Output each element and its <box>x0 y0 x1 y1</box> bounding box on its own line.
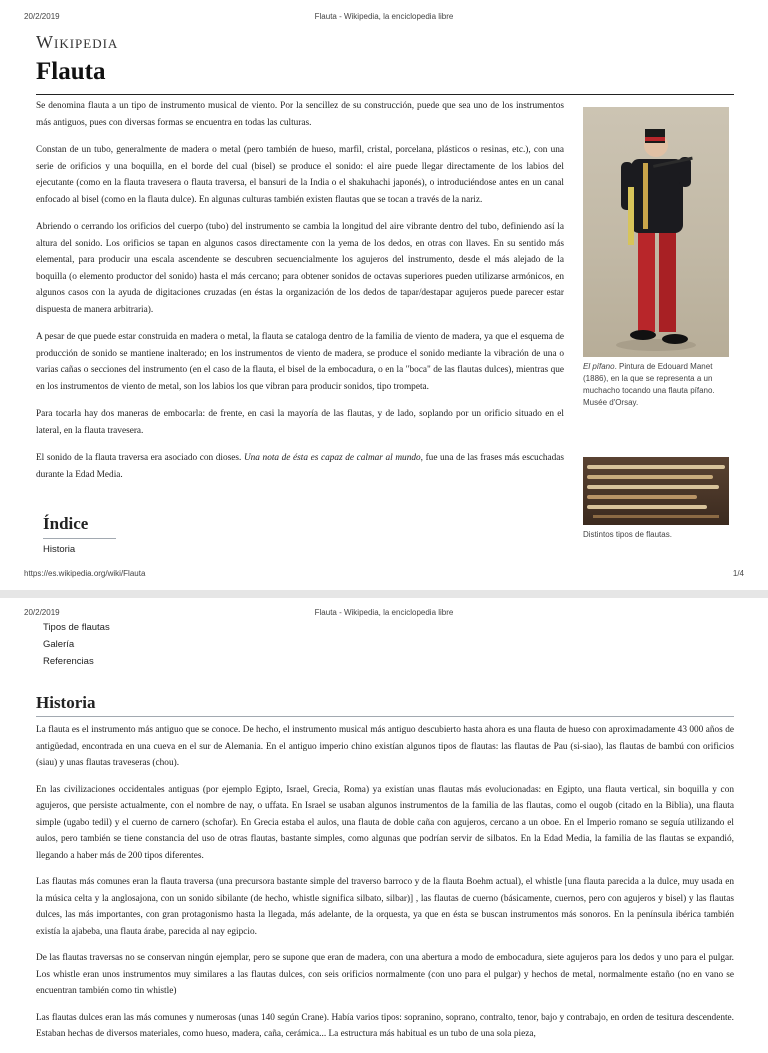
painting-image[interactable] <box>583 107 729 357</box>
footer-url: https://es.wikipedia.org/wiki/Flauta <box>24 569 146 578</box>
page-separator <box>0 590 768 598</box>
history-paragraph: Las flautas más comunes eran la flauta traversa (una precursora bastante simple del traverso barroco y de la flauta Boehm actual), el whistle [una flauta parecida a la dulce, muy usada en la música celta y la anglosajona, con un sonido sibilante (de hecho, whistle significa silbato, silbar)] , las flautas de cuerno (básicamente, cuernos, pero con agujeros y bisel) y las flautas dulces, las más importantes, con gran protagonismo hasta la llegada, más adelante, de la orquesta, ya que en ésta se buscan instrumentos más sonoros. En la península ibérica también existía la ajabeba, una flauta árabe, parecida al nay egipcio. <box>36 877 734 937</box>
toc-list-continued <box>43 622 110 673</box>
history-section <box>36 722 734 1053</box>
quote-text: Una nota de ésta es capaz de calmar al mundo <box>243 453 421 463</box>
section-title-historia: Historia <box>36 693 96 712</box>
figure-caption: Distintos tipos de flautas. <box>583 530 672 539</box>
toc-item-tipos[interactable]: Tipos de flautas <box>43 622 110 633</box>
figure-painting <box>583 107 729 409</box>
intro-paragraph: Se denomina flauta a un tipo de instrumento musical de viento. Por la sencillez de su construcción, puede que sea uno de los instrumentos más antiguos, pues con diversas formas se encuentra en todas las culturas. <box>36 101 564 128</box>
title-divider <box>36 94 734 95</box>
figure-caption: El pífano. Pintura de Edouard Manet (1886), en la que se representa a un muchacho tocando una flauta pífano. Musée d'Orsay. <box>583 362 715 407</box>
boy-figure-icon <box>583 107 729 357</box>
figure-flutes <box>583 457 729 541</box>
history-paragraph: La flauta es el instrumento más antiguo que se conoce. De hecho, el instrumento musical más antiguo descubierto hasta ahora es una flauta de hueso con aproximadamente 43 000 años de antigüedad, encontrada en una cueva en el sur de Alemania. En el antiguo imperio chino existían algunos tipos de flautas: las flautas de Pau (si-siao), las flautas de bambú con orificios (siau) y unas flautas traveseras (chou). <box>36 725 734 768</box>
print-title: Flauta - Wikipedia, la enciclopedia libre <box>314 12 454 21</box>
toc-item-historia[interactable]: Historia <box>43 544 76 555</box>
toc-title: Índice <box>43 514 89 533</box>
print-page-2 <box>0 598 768 1039</box>
print-date: 20/2/2019 <box>24 608 60 617</box>
intro-paragraph: Constan de un tubo, generalmente de madera o metal (pero también de hueso, marfil, cristal, porcelana, plásticos o resinas, etc.), con una serie de orificios y una boquilla, en el borde del cual (bisel) se produce el sonido: el aire puede llegar directamente de los labios del ejecutante (como en la flauta travesera o flauta traversa, el bansuri de la India o el shakuhachi japonés), o introduciéndose antes en un canal enfocado al bisel (como en la flauta dulce). En algunas culturas también existen flautas que se tocan a través de la nariz. <box>36 145 564 205</box>
intro-paragraph: A pesar de que puede estar construida en madera o metal, la flauta se cataloga dentro de la familia de viento de madera, ya que el esquema de producción de sonido se mantiene inalterado; en los instrumentos de viento de madera, se produce el sonido mediante la vibración de una o varias cañas o secciones del instrumento (en el caso de la flauta, el bisel de la embocadura, o en la "boca" de las flautas dulces), mientras que en los instrumentos de viento de metal, son los labios los que vibran para producir sonidos, tipo trompeta. <box>36 332 564 392</box>
toc-divider <box>43 538 116 539</box>
flutes-image[interactable] <box>583 457 729 525</box>
history-paragraph: En las civilizaciones occidentales antiguas (por ejemplo Egipto, Israel, Grecia, Roma) ya existían unas flautas más evolucionadas: en Egipto, una flauta vertical, sin boquilla y con agujeros, que persiste actualmente, con el nombre de nay, o uffata. En Israel se usaban algunos instrumentos de la familia de las flautas, como el ougob (citado en la Biblia), una flauta simple (ugabo tedil) y el cuerno de carnero (schofar). En Grecia estaba el aulos, una flauta de doble caña con agujeros, cercano a un oboe. En el Imperio romano se seguía utilizando el aulos, pero también se tiene constancia del uso de otras flautas, bastante simples, como algunas que podrían servir de silbatos. En la Edad Media, la familia de las flautas se expandió, llegando a haber más de 200 tipos diferentes. <box>36 784 734 861</box>
intro-paragraph: Abriendo o cerrando los orificios del cuerpo (tubo) del instrumento se cambia la longitud del aire vibrante dentro del tubo, definiendo así la altura del sonido. Los orificios se tapan en algunos casos directamente con la yema de los dedos, en otras con llaves. En su sentido más elemental, para producir una escala ascendente se descubren secuencialmente los agujeros del instrumento, desde el más alejado de la boquilla (o elemento productor del sonido) hasta el más cercano; para obtener sonidos de octavas superiores pueden utilizarse armónicos, en algunos casos con la ayuda de digitaciones cruzadas (en éstas la organización de los dedos de tapar/destapar agujeros puede parecer estar dispuesta de manera arbitraria). <box>36 222 564 315</box>
wikipedia-logo[interactable]: Wikipedia <box>36 32 119 52</box>
toc-list <box>43 544 75 561</box>
history-paragraph: De las flautas traversas no se conservan ningún ejemplar, pero se supone que eran de madera, con una abertura a modo de embocadura, siete agujeros para los dedos y uno para el pulgar. Los whistle eran unos instrumentos muy similares a las flautas dulces, con seis orificios normalmente (con uno para el pulgar) y hechos de metal, normalmente estaño (no en vano se encuentran también como tin whistle) <box>36 953 734 996</box>
intro-paragraph: Para tocarla hay dos maneras de embocarla: de frente, en casi la mayoría de las flautas, y de lado, soplando por un orificio situado en el lateral, en la flauta travesera. <box>36 409 564 436</box>
section-divider <box>36 716 734 717</box>
intro-section <box>36 98 564 494</box>
print-title: Flauta - Wikipedia, la enciclopedia libre <box>314 608 454 617</box>
history-paragraph: Las flautas dulces eran las más comunes y numerosas (unas 140 según Crane). Había varios tipos: sopranino, soprano, contralto, tenor, bajo y contrabajo, en orden de tesitura descendente. Estaban hechas de diversos materiales, como hueso, madera, caña, cerámica... La estructura más habitual es un tubo de una sola pieza, <box>36 1012 734 1039</box>
toc-item-galeria[interactable]: Galería <box>43 639 75 650</box>
article-title: Flauta <box>36 58 106 85</box>
print-date: 20/2/2019 <box>24 12 60 21</box>
footer-page-number: 1/4 <box>732 569 744 578</box>
toc-item-referencias[interactable]: Referencias <box>43 656 94 667</box>
intro-paragraph: El sonido de la flauta traversa era asociado con dioses. Una nota de ésta es capaz de calmar al mundo, fue una de las frases más escuchadas durante la Edad Media. <box>36 453 565 480</box>
